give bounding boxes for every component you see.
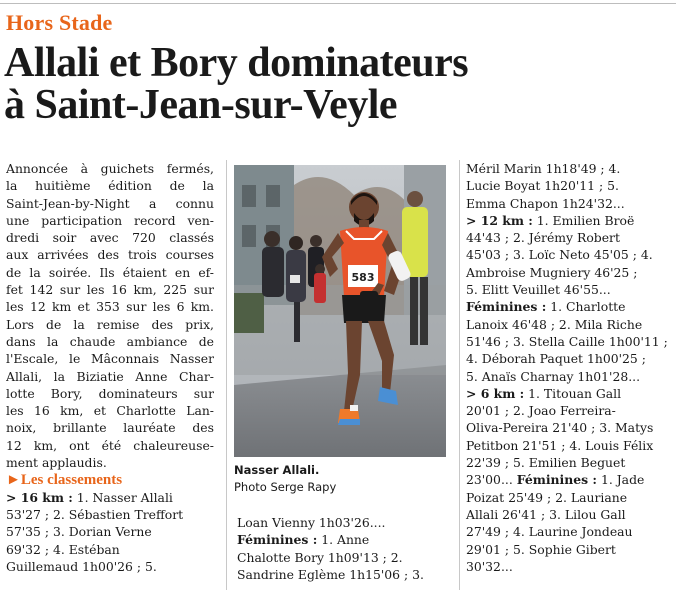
article-column-2 [237,514,449,583]
results-line: 51'46 ; 3. Stella Caille 1h00'11 ; [466,333,668,349]
results-line: Lanoix 46'48 ; 2. Mila Riche [466,316,643,332]
results-line [466,298,672,315]
results-line: Petitbon 21'51 ; 4. Louis Félix [466,437,654,453]
headline-line-2: à Saint-Jean-sur-Veyle [4,82,398,128]
results-heading [6,471,214,488]
results-line: Méril Marin 1h18'49 ; 4. [466,161,621,176]
results-line: Ambroise Mugniery 46'25 ; [466,264,638,280]
runner-photo [234,165,446,457]
race-label: > 6 km : [466,385,525,401]
result-text: 1. Nasser Allali [72,489,173,505]
result-text: 1. Emilien Broë [532,212,635,228]
results-line [237,531,449,548]
results-line: 69'32 ; 4. Estéban [6,541,120,557]
results-line [466,471,672,488]
article-column-3 [466,160,672,575]
race-label: Féminines : [237,532,318,548]
result-text: 1. Anne [317,532,370,548]
results-line: 27'49 ; 4. Laurine Jondeau [466,524,633,540]
results-line: 53'27 ; 2. Sébastien Treffort [6,506,184,522]
results-line: Guillemaud 1h00'26 ; 5. [6,558,157,574]
body-line: Annoncée à guichets fermés, [6,161,214,176]
body-line: 12 km, ont été chaleureuse- [6,437,214,453]
results-line: 4. Déborah Paquet 1h00'25 ; [466,351,646,367]
results-line [6,489,214,506]
results-line: Allali 26'41 ; 3. Lilou Gall [466,506,626,522]
results-line: 29'01 ; 5. Sophie Gibert [466,541,616,557]
result-text: 23'00... [466,472,513,488]
results-line: 30'32... [466,558,513,574]
results-line: Loan Vienny 1h03'26.... [237,515,386,530]
results-line: 5. Elitt Veuillet 46'55... [466,282,611,298]
results-line: 57'35 ; 3. Dorian Verne [6,524,152,540]
column-divider [226,160,227,590]
results-line: 22'39 ; 5. Emilien Beguet [466,455,626,471]
body-line: dans la chaude ambiance de [6,333,214,349]
photo-caption [234,462,336,496]
body-line: de la soirée. Ils étaient en ef- [6,264,214,280]
body-line: noix, brillante lauréate des [6,420,214,436]
body-line: l'Escale, le Mâconnais Nasser [6,351,214,367]
results-line [466,385,672,402]
body-line: les 12 km et 353 sur les 6 km. [6,299,214,315]
caption-name: Nasser Allali. [234,463,320,477]
results-line: Sandrine Eglème 1h15'06 ; 3. [237,566,424,582]
headline-line-1: Allali et Bory dominateurs [4,40,469,86]
results-line: 44'43 ; 2. Jérémy Robert [466,230,620,246]
body-line: une participation record ven- [6,212,214,228]
results-line: 45'03 ; 3. Loïc Neto 45'05 ; 4. [466,247,653,263]
article-column-1 [6,160,214,575]
results-line [466,212,672,229]
results-line: 5. Anaïs Charnay 1h01'28... [466,368,641,384]
body-line: Allali, la Biziatie Anne Char- [6,368,214,384]
body-line: Lors de la remise des prix, [6,316,214,332]
results-arrow-icon: ► [6,472,21,489]
bib-number: 583 [351,271,375,284]
body-line: Saint-Jean-by-Night a connu [6,195,214,211]
top-rule [0,3,676,4]
headline [4,42,468,126]
race-label: Féminines : [466,299,547,315]
section-label: Hors Stade [6,10,113,35]
race-label: > 16 km : [6,489,73,505]
results-heading-text: Les classements [20,472,123,489]
runner-photo-illustration [234,165,446,457]
body-line: aux arrivées des trois courses [6,247,214,263]
result-text: 1. Charlotte [546,299,626,315]
race-label: Féminines : [516,472,598,488]
body-line: lotte Bory, dominateurs sur [6,385,214,401]
results-line: Chalotte Bory 1h09'13 ; 2. [237,549,403,565]
body-line: fet 142 sur les 16 km, 225 sur [6,282,214,298]
results-line: 20'01 ; 2. Joao Ferreira- [466,403,616,419]
body-line: dredi soir avec 720 classés [6,230,214,246]
results-line: Lucie Boyat 1h20'11 ; 5. [466,178,619,194]
body-line: les 16 km, et Charlotte Lan- [6,403,214,419]
results-line: Emma Chapon 1h24'32... [466,195,625,211]
race-label: > 12 km : [466,212,533,228]
results-line: Poizat 25'49 ; 2. Lauriane [466,489,628,505]
column-divider [459,160,460,590]
result-text: 1. Titouan Gall [524,385,622,401]
body-line: ment applaudis. [6,455,107,471]
caption-credit: Photo Serge Rapy [234,480,337,494]
result-text: 1. Jade [597,472,645,488]
results-line: Oliva-Pereira 21'40 ; 3. Matys [466,420,654,436]
body-line: la huitième édition de la [6,178,214,194]
